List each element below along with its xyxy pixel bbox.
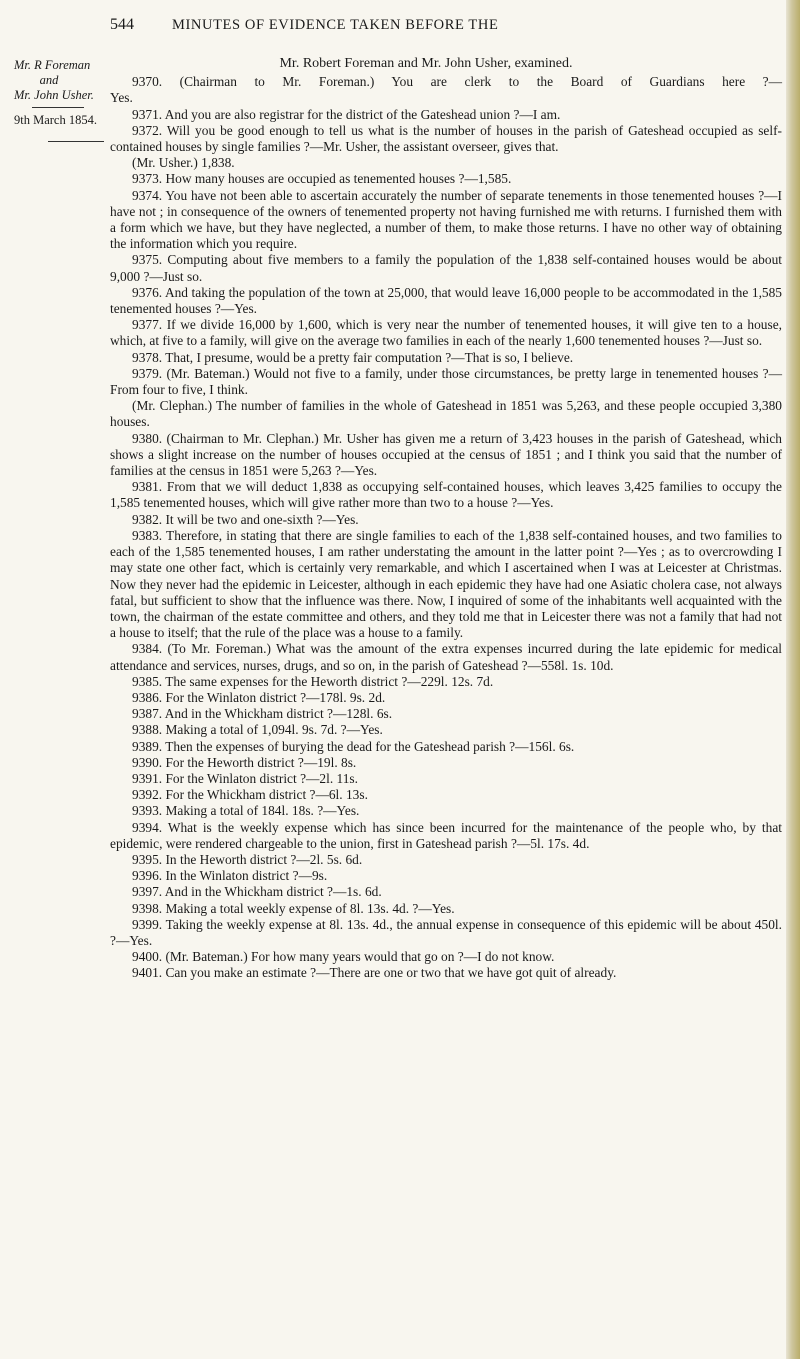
evidence-paragraph: Yes. [110,90,133,106]
evidence-paragraph: 9378. That, I presume, would be a pretty fair computation ?—That is so, I believe. [132,349,574,365]
evidence-paragraph: 9399. Taking the weekly expense at 8l. 13s. 4d., the annual expense in consequence of this epidemic will be about 450l. ?—Yes. [110,916,782,948]
evidence-paragraph: 9388. Making a total of 1,094l. 9s. 7d. ?—Yes. [132,722,383,738]
examination-title: Mr. Robert Foreman and Mr. John Usher, examined. [279,56,573,71]
page-header [0,16,800,38]
evidence-paragraph: 9374. You have not been able to ascertain accurately the number of separate tenements in those tenemented houses ?—I have not ; in consequence of the owners of tenemented property not having furnished me with returns. I furnished them with a form which we have, but they have neglected, a number of them, to make those returns. I have no other way of obtaining the information which you require. [110,187,782,252]
evidence-paragraph: 9372. Will you be good enough to tell us what is the number of houses in the parish of Gateshead occupied as self-contained houses by single families ?—Mr. Usher, the assistant overseer, gives that. [110,122,782,155]
evidence-body [110,56,782,982]
margin-rule-2 [48,141,104,142]
page-number: 544 [110,16,134,33]
margin-witness-1: Mr. R Foreman [14,58,91,72]
evidence-paragraph: 9375. Computing about five members to a family the population of the 1,838 self-contained houses would be about 9,000 ?—Just so. [110,252,782,284]
margin-witness-2: Mr. John Usher. [14,88,94,102]
evidence-paragraph: 9371. And you are also registrar for the district of the Gateshead union ?—I am. [132,106,561,122]
evidence-paragraph: 9395. In the Heworth district ?—2l. 5s. 6d. [132,851,363,867]
margin-note [14,58,106,142]
margin-date: 9th March 1854. [14,113,97,127]
running-head: MINUTES OF EVIDENCE TAKEN BEFORE THE [172,17,499,33]
evidence-paragraph: 9391. For the Winlaton district ?—2l. 11s. [132,770,358,786]
evidence-paragraph: 9387. And in the Whickham district ?—128l. 6s. [132,706,393,722]
margin-and: and [39,73,59,87]
evidence-paragraph: 9383. Therefore, in stating that there are single families to each of the 1,838 self-contained houses, and two families to each of the 1,585 tenemented houses, I am rather understating the amount in the latter point ?—Yes ; as to overcrowding I may state one other fact, which is certainly very remarkable, and which I ascertained when I was at Leicester at Christmas. Now they never had the epidemic in Leicester, although in each epidemic they have had one Asiatic cholera case, not always fatal, but sufficient to show that the influence was there. Now, I inquired of some of the inhabitants well acquainted with the town, the chairman of the estate committee and others, and they told me that in Leicester there was not a family that had not a house to itself; that the rule of the place was a house to a family. [110,527,782,641]
margin-rule [32,107,84,108]
evidence-paragraph: 9401. Can you make an estimate ?—There are one or two that we have got quit of already. [132,965,617,981]
evidence-paragraph: 9396. In the Winlaton district ?—9s. [132,868,328,884]
evidence-paragraph: 9381. From that we will deduct 1,838 as occupying self-contained houses, which leaves 3,425 families to occupy the 1,585 tenemented houses, which will give rather more than two to a house ?—Yes. [110,479,782,511]
evidence-paragraph: 9389. Then the expenses of burying the dead for the Gateshead parish ?—156l. 6s. [132,738,575,754]
evidence-paragraph: 9390. For the Heworth district ?—19l. 8s. [132,754,357,770]
evidence-paragraph: (Mr. Clephan.) The number of families in the whole of Gateshead in 1851 was 5,263, and these people occupied 3,380 houses. [110,398,782,430]
evidence-paragraph: 9380. (Chairman to Mr. Clephan.) Mr. Usher has given me a return of 3,423 houses in the parish of Gateshead, which shows a slight increase on the number of houses occupied at the census of 1851 ; and I think you said that the number of families at the census in 1851 were 5,263 ?—Yes. [110,430,782,479]
evidence-paragraph: 9385. The same expenses for the Heworth district ?—229l. 12s. 7d. [132,673,494,689]
evidence-paragraph: 9392. For the Whickham district ?—6l. 13s. [132,787,368,803]
evidence-paragraph: 9384. (To Mr. Foreman.) What was the amount of the extra expenses incurred during the late epidemic for medical attendance and services, nurses, drugs, and so on, in the parish of Gateshead ?—558l. 1s. 10d. [110,641,782,673]
evidence-paragraph: 9400. (Mr. Bateman.) For how many years would that go on ?—I do not know. [132,949,555,965]
evidence-paragraph: 9386. For the Winlaton district ?—178l. 9s. 2d. [132,689,386,705]
evidence-paragraph: 9376. And taking the population of the town at 25,000, that would leave 16,000 people to be accommodated in the 1,585 tenemented houses ?—Yes. [110,284,782,317]
evidence-paragraph: 9379. (Mr. Bateman.) Would not five to a family, under those circumstances, be pretty large in tenemented houses ?—From four to five, I think. [110,365,782,398]
evidence-paragraph: 9393. Making a total of 184l. 18s. ?—Yes. [132,803,360,819]
evidence-paragraph: 9394. What is the weekly expense which has since been incurred for the maintenance of the people who, by that epidemic, were rendered chargeable to the union, first in Gateshead parish ?—5l. 17s. 4d. [110,819,782,851]
evidence-paragraph: 9370. (Chairman to Mr. Foreman.) You are clerk to the Board of Guardians here ?— [132,74,782,90]
evidence-paragraph: 9382. It will be two and one-sixth ?—Yes. [132,511,359,527]
evidence-paragraph: 9373. How many houses are occupied as tenemented houses ?—1,585. [132,171,512,187]
page-edge [786,0,800,1359]
evidence-paragraph: (Mr. Usher.) 1,838. [132,155,235,171]
evidence-paragraph: 9377. If we divide 16,000 by 1,600, which is very near the number of tenemented houses, it will give ten to a house, which, at five to a family, will give on the average two families in each of the nearly 1,600 tenemented houses ?—Just so. [110,317,782,349]
evidence-paragraph: 9397. And in the Whickham district ?—1s. 6d. [132,884,382,900]
evidence-paragraph: 9398. Making a total weekly expense of 8l. 13s. 4d. ?—Yes. [132,900,455,916]
